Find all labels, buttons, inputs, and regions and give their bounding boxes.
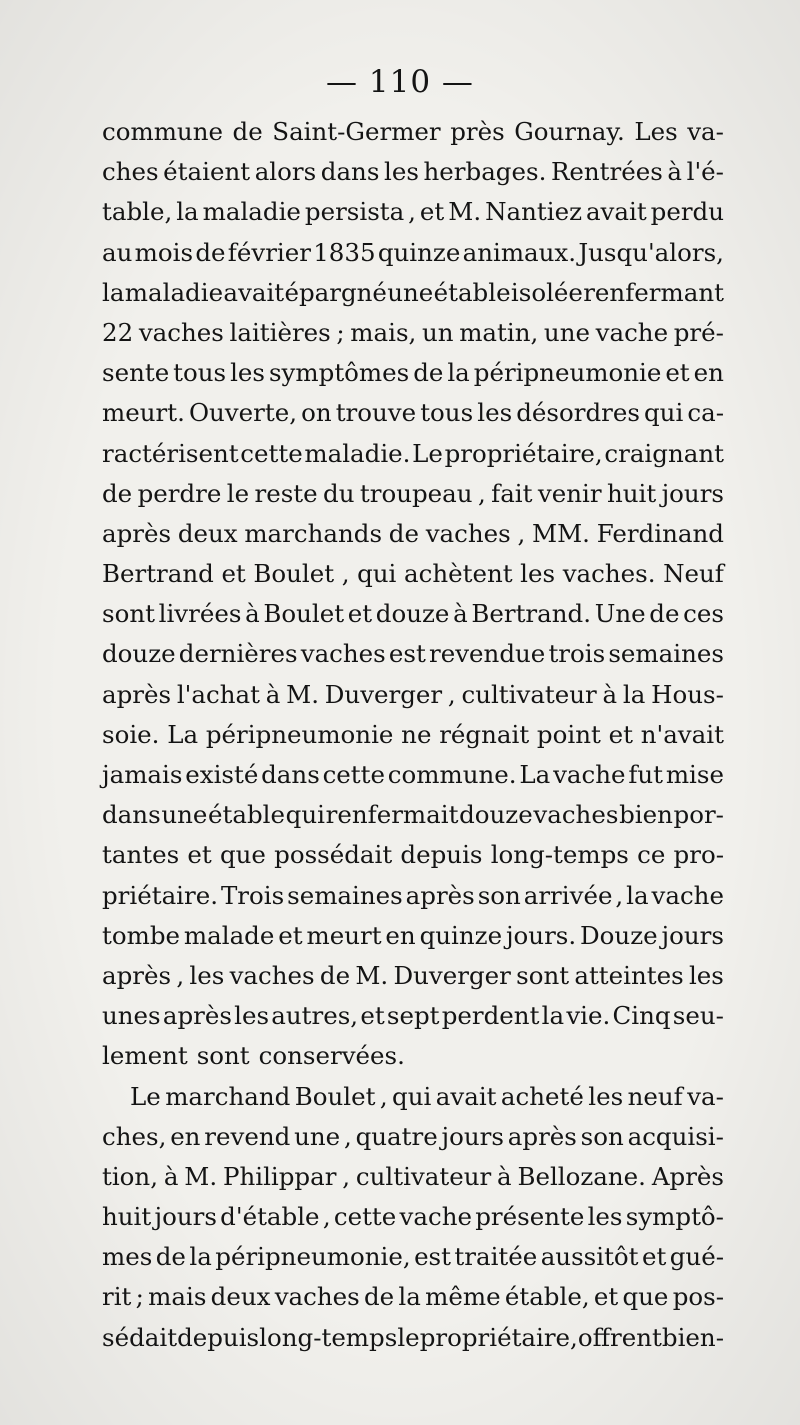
text-line: Bertrand et Boulet , qui achètent les vaches. Neuf (102, 559, 724, 589)
text-line: 22 vaches laitières ; mais, un matin, une vache pré- (102, 317, 724, 347)
text-line: meurt. Ouverte, on trouve tous les désordres qui ca- (102, 398, 724, 428)
text-line: lement sont conservées. (102, 1041, 405, 1071)
page-number: — 110 — (326, 64, 474, 100)
text-line: soie. La péripneumonie ne régnait point et n'avait (102, 719, 724, 749)
body-text (102, 112, 724, 1358)
text-line: huit jours d'étable , cette vache présente les symptô- (102, 1202, 724, 1232)
text-line: sont livrées à Boulet et douze à Bertrand. Une de ces (102, 599, 724, 629)
text-line: douze dernières vaches est revendue trois semaines (102, 639, 724, 669)
text-line: sente tous les symptômes de la péripneumonie et en (102, 358, 724, 388)
text-line: après l'achat à M. Duverger , cultivateur à la Hous- (102, 679, 724, 709)
paragraph (102, 1077, 724, 1358)
text-line: commune de Saint-Germer près Gournay. Les va- (102, 117, 724, 146)
text-line: table, la maladie persista , et M. Nantiez avait perdu (102, 197, 724, 227)
paragraph (102, 112, 724, 1077)
text-line: rit ; mais deux vaches de la même étable, et que pos- (102, 1282, 724, 1312)
text-line: priétaire. Trois semaines après son arrivée , la vache (102, 880, 724, 910)
text-line: au mois de février 1835 quinze animaux. Jusqu'alors, (102, 237, 724, 267)
text-line: Le marchand Boulet , qui avait acheté les neuf va- (130, 1081, 724, 1111)
text-line: après , les vaches de M. Duverger sont atteintes les (102, 960, 724, 990)
text-line: après deux marchands de vaches , MM. Ferdinand (102, 518, 724, 548)
text-line: tion, à M. Philippar , cultivateur à Bellozane. Après (102, 1161, 724, 1191)
text-line: mes de la péripneumonie, est traitée aussitôt et gué- (102, 1242, 724, 1272)
text-line: la maladie avait épargné une étable isolée renfermant (102, 277, 724, 307)
text-line: jamais existé dans cette commune. La vache fut mise (102, 760, 724, 789)
text-line: de perdre le reste du troupeau , fait venir huit jours (102, 478, 724, 508)
text-line: dans une étable qui renfermait douze vaches bien por- (102, 800, 724, 830)
text-line: ches étaient alors dans les herbages. Rentrées à l'é- (102, 157, 724, 187)
text-line: ches, en revend une , quatre jours après son acquisi- (102, 1121, 724, 1151)
text-line: tantes et que possédait depuis long-temps ce pro- (102, 840, 724, 870)
text-line: unes après les autres, et sept perdent la vie. Cinq seu- (102, 1001, 724, 1031)
text-line: tombe malade et meurt en quinze jours. Douze jours (102, 920, 724, 950)
text-line: ractérisent cette maladie. Le propriétaire, craignant (102, 438, 724, 468)
text-line: sédait depuis long-temps le propriétaire, offrent bien- (102, 1322, 724, 1352)
